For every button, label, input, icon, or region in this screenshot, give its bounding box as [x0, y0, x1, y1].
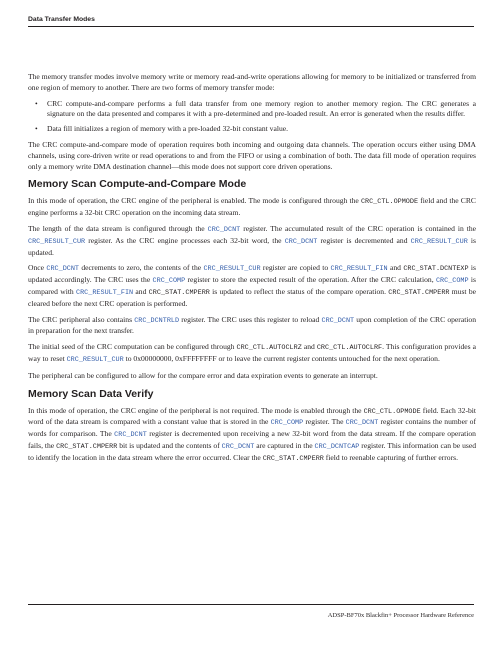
text-run: to 0x00000000, 0xFFFFFFFF or to leave the current register contents untouched for the next operation. [123, 353, 440, 363]
register-field-name: CRC_STAT.CMPERR [56, 442, 118, 451]
text-run: and [301, 342, 317, 352]
s1-paragraph-5 [28, 342, 476, 366]
register-link[interactable]: CRC_DCNT [207, 225, 241, 234]
register-link[interactable]: CRC_RESULT_CUR [410, 237, 468, 246]
register-link[interactable]: CRC_DCNT [114, 431, 147, 440]
register-field-name: CRC_CTL.AUTOCLRF [316, 344, 383, 353]
register-field-name: CRC_CTL.OPMODE [360, 198, 419, 207]
running-header: Data Transfer Modes [28, 16, 95, 23]
text-run: The initial seed of the CRC computation can be configured through [28, 342, 237, 352]
s1-paragraph-1 [28, 196, 476, 219]
text-run: In this mode of operation, the CRC engine of the peripheral is enabled. The mode is configured through the [28, 196, 361, 206]
section-heading-compute-compare: Memory Scan Compute-and-Compare Mode [28, 178, 247, 191]
register-link[interactable]: CRC_DCNTRLD [134, 316, 180, 325]
register-link[interactable]: CRC_COMP [152, 277, 186, 286]
register-link[interactable]: CRC_COMP [270, 419, 304, 428]
register-link[interactable]: CRC_DCNTCAP [314, 442, 360, 451]
text-run: are captured in the [254, 440, 315, 450]
section-heading-data-verify: Memory Scan Data Verify [28, 387, 154, 400]
text-run: is compared with [28, 275, 476, 296]
intro-paragraph-2: The CRC compute-and-compare mode of operation requires both incoming and outgoing data channels. The operation occurs either using DMA channels, using core-driven write or read operations to and from the FIFO or using a combination of both. The data fill mode of operation requires only a memory write DMA destination channel—this mode does not support core driven operations. [28, 139, 476, 171]
text-run: register contains the number of words for comparison. The [28, 417, 476, 439]
text-run: register. The accumulated result of the CRC operation is contained in the [240, 223, 477, 233]
text-run: and [387, 263, 404, 273]
register-field-name: CRC_CTL.AUTOCLRZ [236, 344, 302, 353]
text-run: field to reenable capturing of further errors. [323, 452, 458, 462]
s1-paragraph-2 [28, 224, 476, 258]
register-field-name: CRC_STAT.CMPERR [148, 288, 210, 297]
text-run: The CRC peripheral also contains [28, 314, 135, 324]
text-run: decrements to zero, the contents of the [79, 263, 204, 273]
running-footer: ADSP-BF70x Blackfin+ Processor Hardware Reference [327, 612, 474, 619]
text-run: register. As the CRC engine processes each 32-bit word, the [85, 235, 285, 245]
text-run: register. The [303, 417, 346, 427]
register-field-name: CRC_CTL.OPMODE [363, 407, 421, 416]
page-body [28, 72, 476, 470]
text-run: register. This information can be used to identify the location in the data stream where the error occurred. Clear the [28, 440, 476, 462]
text-run: The length of the data stream is configured through the [28, 223, 208, 233]
text-run: . This configuration provides a way to reset [28, 342, 476, 363]
list-item: • Data fill initializes a region of memory with a pre-loaded 32-bit constant value. [28, 124, 476, 135]
s1-paragraph-3 [28, 263, 476, 309]
text-run: Once [28, 263, 47, 273]
text-run: register are copied to [260, 263, 331, 273]
text-run: and [133, 286, 149, 296]
memory-transfer-mode-list [28, 99, 476, 135]
register-link[interactable]: CRC_DCNT [46, 265, 80, 274]
text-run: bit is updated and the contents of [117, 440, 222, 450]
register-field-name: CRC_STAT.CMPERR [262, 454, 324, 463]
footer-rule [28, 604, 474, 605]
register-link[interactable]: CRC_RESULT_FIN [76, 288, 134, 297]
text-run: is updated accordingly. The CRC uses the [28, 263, 476, 285]
register-link[interactable]: CRC_RESULT_FIN [330, 265, 388, 274]
text-run: In this mode of operation, the CRC engine of the peripheral is not required. The mode is enabled through the [28, 405, 364, 415]
register-link[interactable]: CRC_DCNT [321, 316, 355, 325]
text-run: upon completion of the CRC operation in preparation for the next transfer. [28, 314, 477, 336]
register-link[interactable]: CRC_COMP [435, 277, 469, 286]
text-run: must be cleared before the next CRC operation is performed. [28, 286, 476, 308]
register-link[interactable]: CRC_RESULT_CUR [28, 237, 86, 246]
text-run: is updated. [28, 235, 476, 257]
intro-paragraph: The memory transfer modes involve memory write or memory read-and-write operations allowing for memory to be initialized or transferred from one region of memory to another. There are two forms of memory transfer mode: [28, 72, 476, 92]
register-link[interactable]: CRC_DCNT [345, 419, 379, 428]
text-run: register is decremented upon receiving a new 32-bit word from the data stream. If the compare operation fails, the [28, 429, 476, 450]
register-link[interactable]: CRC_RESULT_CUR [66, 355, 124, 364]
s1-paragraph-4 [28, 315, 476, 338]
header-rule [28, 26, 474, 27]
text-run: register. The CRC uses this register to reload [179, 314, 322, 324]
register-field-name: CRC_STAT.CMPERR [388, 288, 450, 297]
s1-paragraph-6: The peripheral can be configured to allow for the compare error and data expiration events to generate an interrupt. [28, 370, 378, 380]
list-item: • CRC compute-and-compare performs a full data transfer from one memory region to another memory region. The CRC generates a signature on the data presented and compares it with a pre-determined and pre-loaded result. An error is generated when the results differ. [28, 99, 476, 121]
register-link[interactable]: CRC_RESULT_CUR [203, 265, 261, 274]
text-run: is updated to reflect the status of the compare operation. [209, 286, 389, 296]
register-link[interactable]: CRC_DCNT [284, 237, 318, 246]
text-run: register is decremented and [317, 235, 411, 245]
register-link[interactable]: CRC_DCNT [221, 442, 255, 451]
text-run: field and the CRC engine performs a 32-bit CRC operation on the incoming data stream. [28, 196, 476, 218]
text-run: register to store the expected result of the operation. After the CRC calculation, [185, 275, 436, 285]
s2-paragraph-1 [28, 406, 476, 465]
register-field-name: CRC_STAT.DCNTEXP [403, 265, 469, 274]
text-run: field. Each 32-bit word of the data stream is compared with a constant value that is stored in the [28, 405, 476, 427]
